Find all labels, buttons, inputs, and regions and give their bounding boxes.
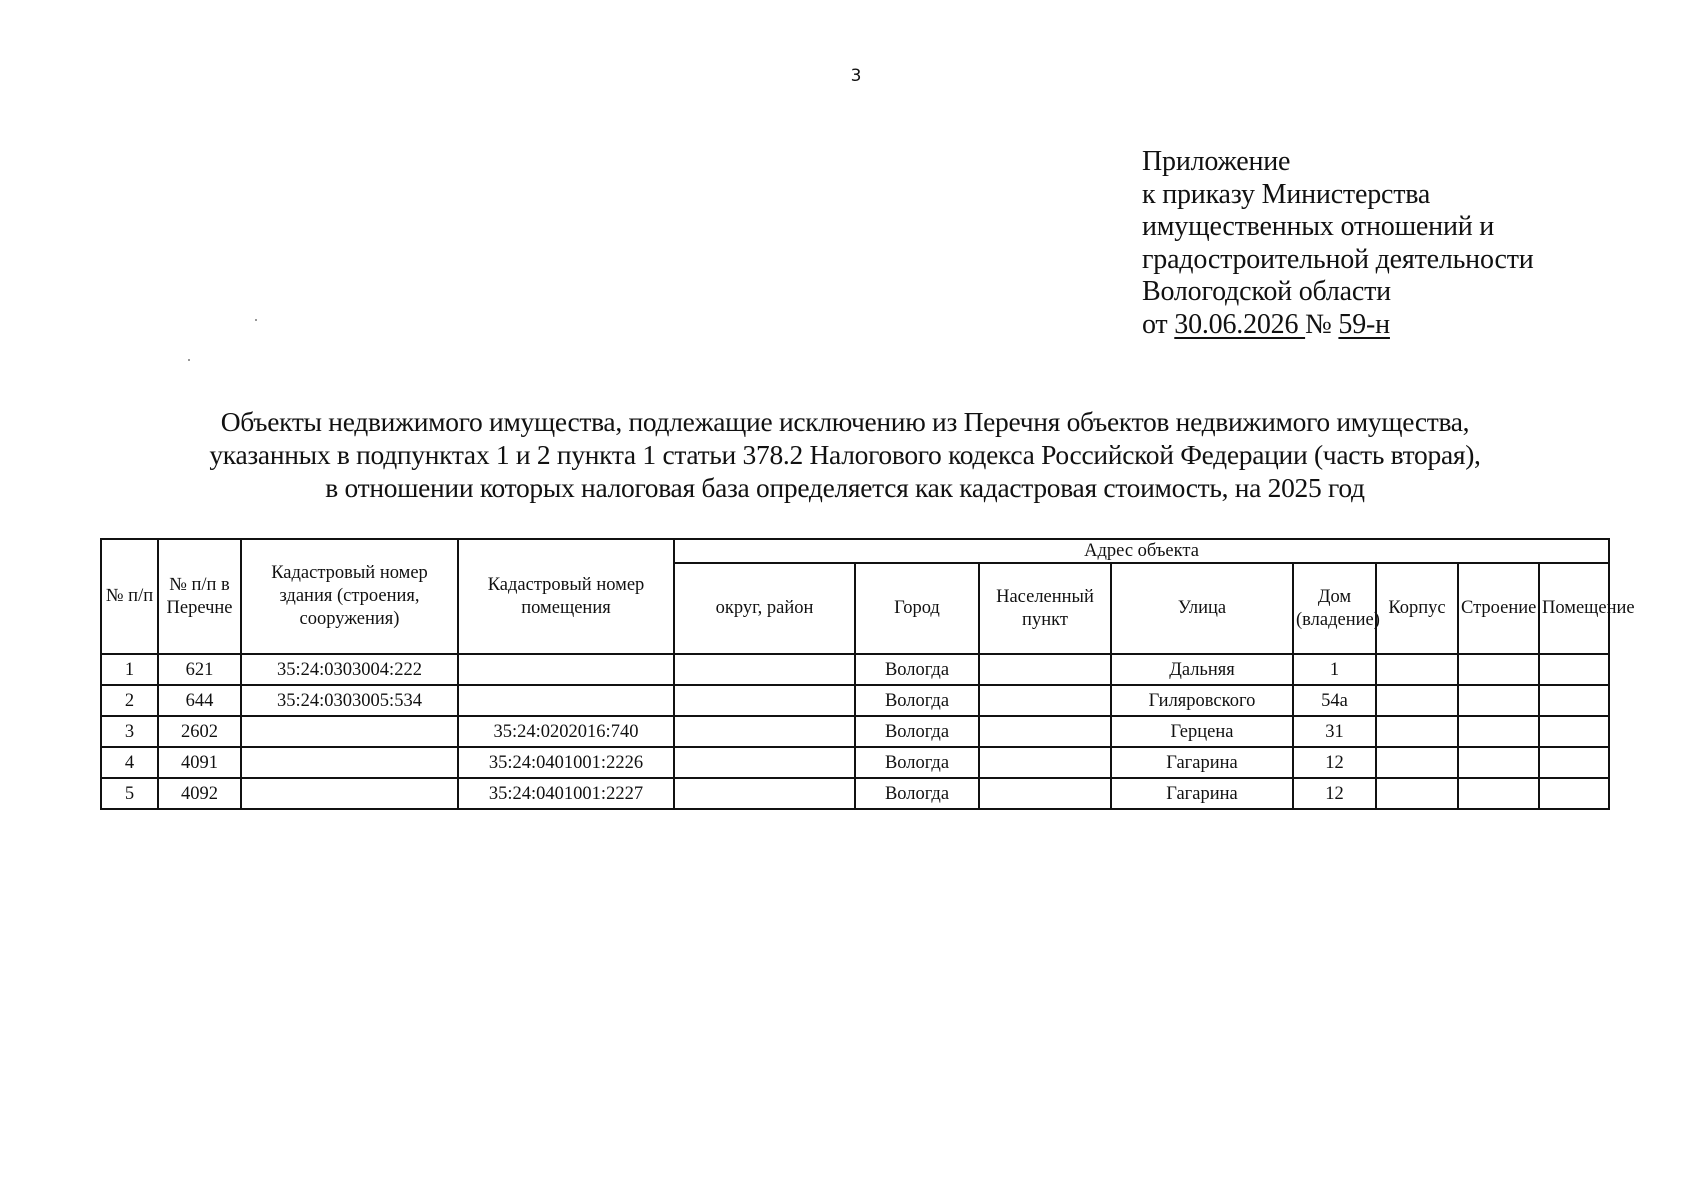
cell-num: 1 — [101, 654, 158, 685]
col-header-city: Город — [855, 563, 979, 654]
cell-room-cadastral — [458, 654, 674, 685]
cell-street: Гиляровского — [1111, 685, 1293, 716]
cell-house: 12 — [1293, 778, 1376, 809]
appendix-line: градостроительной деятельности — [1142, 243, 1534, 275]
col-header-num: № п/п — [101, 539, 158, 654]
cell-locality — [979, 685, 1111, 716]
cell-room-cadastral: 35:24:0202016:740 — [458, 716, 674, 747]
cell-list-num: 644 — [158, 685, 241, 716]
cell-building-cadastral — [241, 778, 458, 809]
cell-list-num: 621 — [158, 654, 241, 685]
appendix-line: Приложение — [1142, 146, 1291, 177]
order-number: 59-н — [1338, 308, 1390, 340]
cell-korpus — [1376, 778, 1458, 809]
cell-city: Вологда — [855, 778, 979, 809]
title-line: Объекты недвижимого имущества, подлежащие исключению из Перечня объектов недвижимого имущества, — [220, 406, 1470, 437]
cell-list-num: 2602 — [158, 716, 241, 747]
cell-korpus — [1376, 685, 1458, 716]
col-header-address-group: Адрес объекта — [674, 539, 1609, 563]
cell-list-num: 4091 — [158, 747, 241, 778]
cell-pomeschenie — [1539, 747, 1609, 778]
col-header-building-cadastral: Кадастровый номер здания (строения, сооружения) — [241, 539, 458, 654]
cell-locality — [979, 654, 1111, 685]
cell-district — [674, 747, 855, 778]
col-header-stroenie: Строение — [1458, 563, 1539, 654]
cell-stroenie — [1458, 747, 1539, 778]
cell-stroenie — [1458, 685, 1539, 716]
cell-house: 54а — [1293, 685, 1376, 716]
table-row — [101, 654, 1609, 685]
scan-speck — [255, 319, 257, 321]
cell-locality — [979, 716, 1111, 747]
col-header-house: Дом (владение) — [1293, 563, 1376, 654]
col-header-list-num: № п/п в Перечне — [158, 539, 241, 654]
cell-house: 31 — [1293, 716, 1376, 747]
cell-num: 4 — [101, 747, 158, 778]
appendix-line: к приказу Министерства — [1142, 178, 1431, 210]
title-line: в отношении которых налоговая база определяется как кадастровая стоимость, на 2025 год — [325, 472, 1365, 503]
cell-building-cadastral: 35:24:0303004:222 — [241, 654, 458, 685]
cell-city: Вологда — [855, 654, 979, 685]
cell-building-cadastral — [241, 716, 458, 747]
number-prefix: № — [1305, 308, 1339, 340]
cell-street: Гагарина — [1111, 778, 1293, 809]
title-line: указанных в подпунктах 1 и 2 пункта 1 статьи 378.2 Налогового кодекса Российской Федерации (часть вторая), — [209, 439, 1481, 470]
cell-num: 3 — [101, 716, 158, 747]
cell-street: Герцена — [1111, 716, 1293, 747]
cell-district — [674, 685, 855, 716]
cell-room-cadastral: 35:24:0401001:2226 — [458, 747, 674, 778]
cell-city: Вологда — [855, 716, 979, 747]
cell-list-num: 4092 — [158, 778, 241, 809]
cell-room-cadastral: 35:24:0401001:2227 — [458, 778, 674, 809]
cell-house: 12 — [1293, 747, 1376, 778]
col-header-pomeschenie: Помещение — [1539, 563, 1609, 654]
cell-pomeschenie — [1539, 654, 1609, 685]
cell-house: 1 — [1293, 654, 1376, 685]
cell-district — [674, 716, 855, 747]
cell-building-cadastral — [241, 747, 458, 778]
scan-speck — [188, 359, 190, 361]
appendix-date-line — [1142, 309, 1534, 342]
table-row — [101, 716, 1609, 747]
cell-pomeschenie — [1539, 716, 1609, 747]
appendix-block — [1142, 146, 1534, 341]
table-row — [101, 685, 1609, 716]
cell-stroenie — [1458, 716, 1539, 747]
col-header-room-cadastral: Кадастровый номер помещения — [458, 539, 674, 654]
col-header-district: округ, район — [674, 563, 855, 654]
table-header-row — [101, 539, 1609, 563]
cell-num: 5 — [101, 778, 158, 809]
cell-city: Вологда — [855, 685, 979, 716]
cell-korpus — [1376, 716, 1458, 747]
order-date: 30.06.2026 — [1174, 308, 1306, 340]
cell-num: 2 — [101, 685, 158, 716]
cell-pomeschenie — [1539, 685, 1609, 716]
page-number: 3 — [850, 66, 862, 86]
cell-city: Вологда — [855, 747, 979, 778]
col-header-locality: Населенный пункт — [979, 563, 1111, 654]
cell-district — [674, 654, 855, 685]
appendix-line: Вологодской области — [1142, 276, 1391, 307]
objects-table — [100, 538, 1635, 810]
cell-pomeschenie — [1539, 778, 1609, 809]
cell-locality — [979, 778, 1111, 809]
cell-street: Гагарина — [1111, 747, 1293, 778]
cell-building-cadastral: 35:24:0303005:534 — [241, 685, 458, 716]
appendix-line: имущественных отношений и — [1142, 211, 1495, 242]
table-row — [101, 747, 1609, 778]
cell-room-cadastral — [458, 685, 674, 716]
cell-stroenie — [1458, 778, 1539, 809]
cell-stroenie — [1458, 654, 1539, 685]
cell-district — [674, 778, 855, 809]
cell-locality — [979, 747, 1111, 778]
col-header-korpus: Корпус — [1376, 563, 1458, 654]
cell-korpus — [1376, 747, 1458, 778]
cell-korpus — [1376, 654, 1458, 685]
table-row — [101, 778, 1609, 809]
document-title — [120, 405, 1570, 504]
cell-street: Дальняя — [1111, 654, 1293, 685]
col-header-street: Улица — [1111, 563, 1293, 654]
date-prefix: от — [1142, 308, 1175, 340]
